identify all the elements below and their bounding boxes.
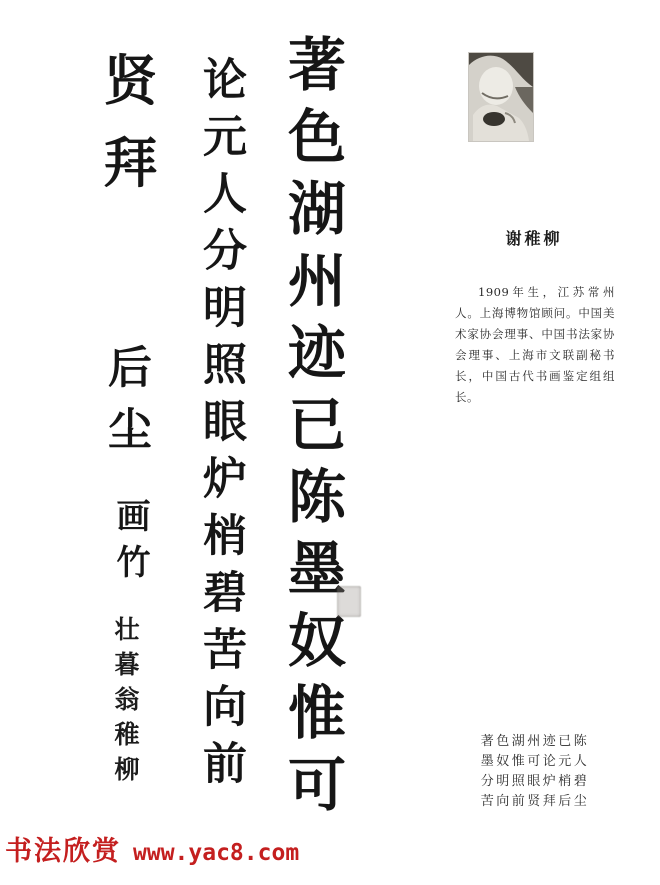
artist-bio: 1909年生，江苏常州人。上海博物馆顾问。中国美术家协会理事、中国书法家协会理事、上海市文联副秘书长，中国古代书画鉴定组组长。 bbox=[455, 285, 615, 404]
calligraphy-column-left-lower: 画竹 bbox=[110, 498, 150, 590]
calligraphy-column-left-middle: 后尘 bbox=[100, 344, 151, 468]
portrait-illustration bbox=[469, 53, 533, 141]
poem-line: 苦向前贤拜后尘 bbox=[480, 794, 590, 809]
poem-line: 分明照眼炉梢碧 bbox=[480, 774, 590, 789]
calligraphy-column-right: 著色湖州迹已陈墨奴惟可 bbox=[278, 34, 346, 826]
artist-name: 谢稚柳 bbox=[505, 229, 563, 248]
site-url: www.yac8.com bbox=[133, 840, 300, 866]
artist-seal-stamp bbox=[337, 586, 361, 617]
artist-signature: 壮暮翁稚柳 bbox=[111, 616, 140, 791]
site-watermark bbox=[5, 829, 299, 868]
poem-line: 墨奴惟可论元人 bbox=[480, 754, 590, 769]
calligraphy-column-middle: 论元人分明照眼炉梢碧苦向前 bbox=[195, 56, 246, 797]
poem-transcription bbox=[455, 732, 615, 812]
site-name: 书法欣赏 bbox=[5, 836, 121, 867]
calligraphy-column-left-top: 贤拜 bbox=[95, 52, 159, 216]
poem-line: 著色湖州迹已陈 bbox=[480, 734, 590, 749]
artist-photo bbox=[469, 53, 533, 141]
